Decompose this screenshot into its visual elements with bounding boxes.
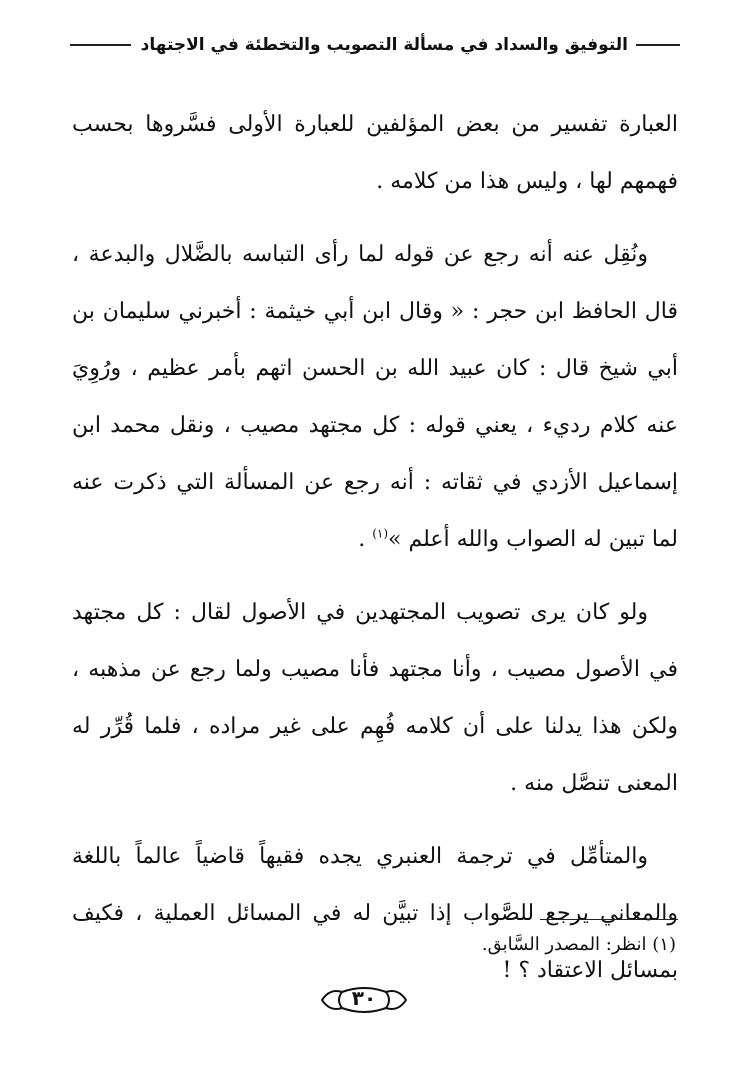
paragraph-1 — [72, 96, 678, 210]
paragraph-2-tail: . — [358, 527, 373, 552]
paragraph-1-text: العبارة تفسير من بعض المؤلفين للعبارة الأولى فسَّروها بحسب فهمهم لها ، وليس هذا من كلامه . — [72, 112, 678, 194]
paragraph-4-text: والمتأمِّل في ترجمة العنبري يجده فقيهاً قاضياً عالماً باللغة والمعاني يرجع للصَّواب إذا تبيَّن له في المسائل العملية ، فكيف بمسائل الاعتقاد ؟ ! — [72, 844, 678, 983]
paragraph-3 — [72, 584, 678, 812]
header-rule-left — [70, 44, 131, 46]
footnote-separator — [540, 919, 678, 920]
header-title: التوفيق والسداد في مسألة التصويب والتخطئة في الاجتهاد — [140, 35, 628, 55]
paragraph-2 — [72, 226, 678, 568]
footnote: (١) انظر: المصدر السَّابق. — [481, 934, 676, 955]
page-number: ٣٠ — [351, 986, 377, 1010]
paragraph-4 — [72, 828, 678, 999]
paragraph-3-text: ولو كان يرى تصويب المجتهدين في الأصول لقال : كل مجتهد في الأصول مصيب ، وأنا مجتهد فأنا مصيب ولما رجع عن مذهبه ، ولكن هذا يدلنا على أن كلامه فُهِم على غير مراده ، فلما قُرِّر له المعنى تنصَّل منه . — [72, 600, 679, 796]
header-rule-right — [636, 44, 680, 46]
footnote-reference[interactable]: (١) — [372, 526, 389, 541]
page-number-ornament — [316, 982, 412, 1018]
main-text — [72, 96, 678, 999]
paragraph-2-text: ونُقِل عنه أنه رجع عن قوله لما رأى التباسه بالضَّلال والبدعة ، قال الحافظ ابن حجر : « وقال ابن أبي خيثمة : أخبرني سليمان بن أبي شيخ قال : كان عبيد الله بن الحسن اتهم بأمر عظيم ، ورُوِيَ عنه كلام رديء ، يعني قوله : كل مجتهد مصيب ، ونقل محمد ابن إسماعيل الأزدي في ثقاته : أنه رجع عن المسألة التي ذكرت عنه لما تبين له الصواب والله أعلم » — [72, 242, 678, 552]
running-header — [70, 30, 680, 60]
